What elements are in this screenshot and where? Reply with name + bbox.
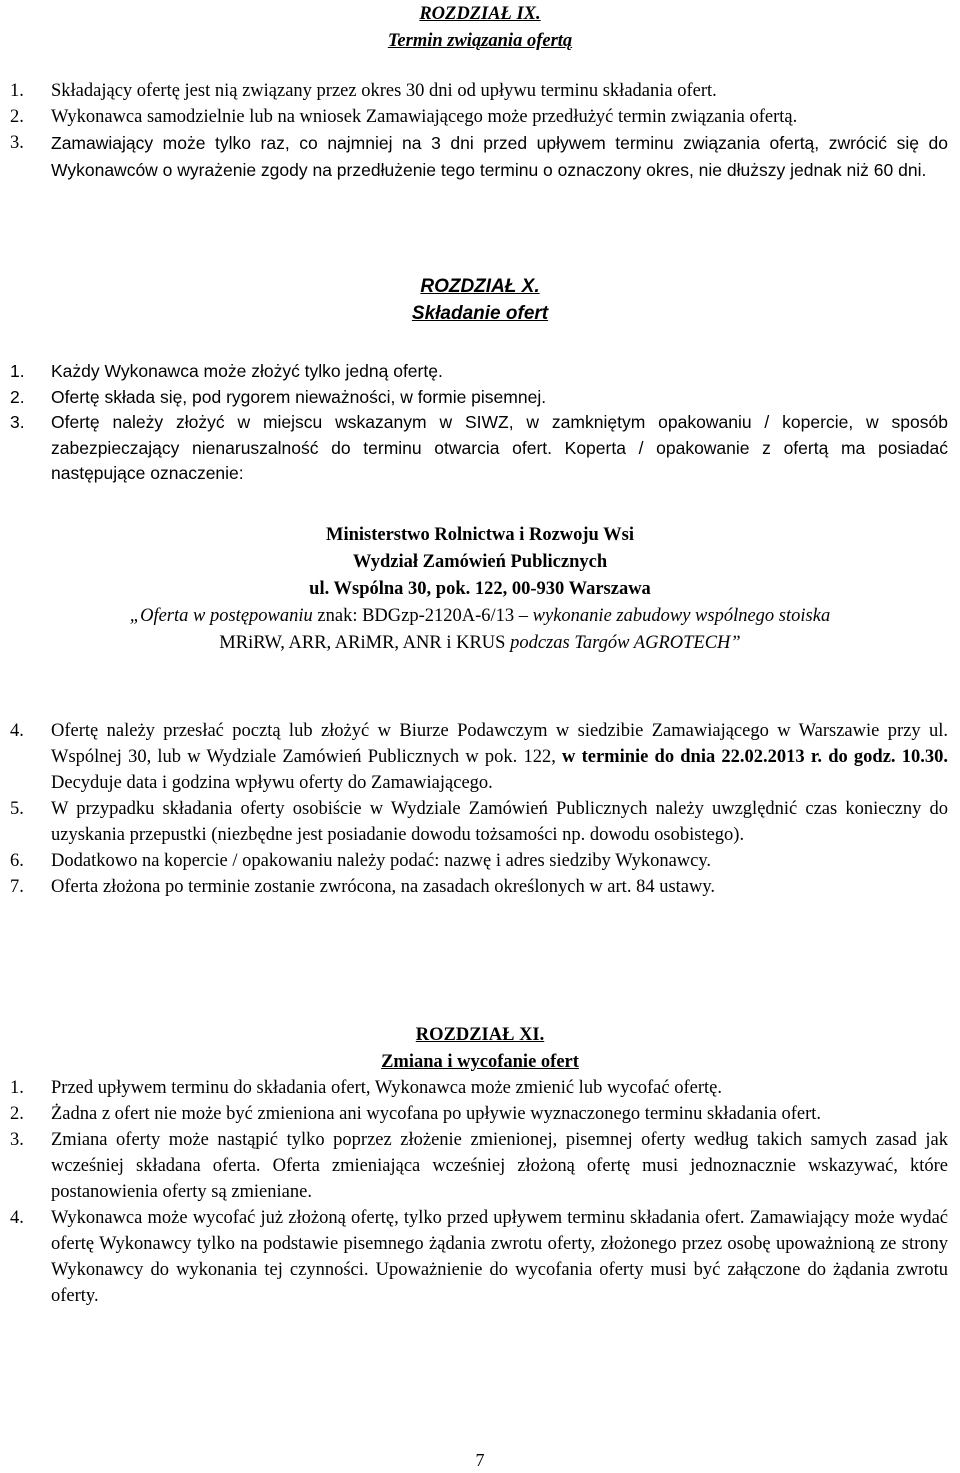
envelope-line-4c: wykonanie zabudowy wspólnego stoiska — [532, 606, 831, 626]
list-item — [10, 104, 948, 130]
list-item — [10, 848, 948, 874]
item-number: 3. — [10, 133, 24, 153]
item-text: Wykonawca samodzielnie lub na wniosek Zamawiającego może przedłużyć termin związania ofertą. — [51, 107, 798, 127]
item-text: Przed upływem terminu do składania ofert, Wykonawca może zmienić lub wycofać ofertę. — [51, 1078, 722, 1098]
item-number: 6. — [10, 851, 24, 871]
item-number: 4. — [10, 1208, 24, 1228]
list-item — [10, 1127, 948, 1205]
list-item — [10, 130, 948, 184]
chapter-10-subtitle: Składanie ofert — [411, 303, 549, 324]
envelope-line-4 — [0, 603, 960, 630]
item-text: Ofertę należy złożyć w miejscu wskazanym w SIWZ, w zamkniętym opakowaniu / kopercie, w sposób zabezpieczający nienaruszalność do terminu otwarcia ofert. Koperta / opakowanie z ofertą ma posiadać następujące oznaczenie: — [51, 412, 948, 483]
item-text: W przypadku składania oferty osobiście w Wydziale Zamówień Publicznych należy uwzględnić czas konieczny do uzyskania przepustki (niezbędne jest posiadanie dowodu tożsamości np. dowodu osobistego). — [51, 799, 948, 845]
envelope-line-4b: znak: BDGzp-2120A-6/13 – — [312, 606, 533, 626]
envelope-line-4a: „Oferta w postępowaniu — [129, 606, 313, 626]
list-item — [10, 1205, 948, 1309]
list-item — [10, 359, 948, 385]
item-text: Ofertę składa się, pod rygorem nieważności, w formie pisemnej. — [51, 386, 547, 407]
chapter-10-title: ROZDZIAŁ X. — [420, 276, 540, 297]
item-number: 1. — [10, 1078, 24, 1098]
item-text: Żadna z ofert nie może być zmieniona ani wycofana po upływie wyznaczonego terminu składania ofert. — [51, 1104, 822, 1124]
deadline-text: w terminie do dnia 22.02.2013 r. do godz. 10.30. — [562, 747, 948, 767]
chapter-9-subtitle: Termin związania ofertą — [387, 31, 573, 51]
envelope-marking — [0, 522, 960, 657]
item-number: 7. — [10, 877, 24, 897]
page-number: 7 — [475, 1450, 485, 1470]
item-text: Zamawiający może tylko raz, co najmniej na 3 dni przed upływem terminu związania ofertą, zwrócić się do Wykonawców o wyrażenie zgody na przedłużenie tego terminu o oznaczony okres, nie dłuższy jednak niż 60 dni. — [51, 133, 948, 180]
list-item — [10, 718, 948, 796]
list-item — [10, 385, 948, 411]
item-number: 1. — [10, 361, 25, 381]
chapter-10-list — [10, 359, 948, 487]
list-item — [10, 1101, 948, 1127]
item-text: Ofertę należy przesłać pocztą lub złożyć w Biurze Podawczym w siedzibie Zamawiającego w Warszawie przy ul. Wspólnej 30, lub w Wydziale Zamówień Publicznych w pok. 122, — [51, 721, 948, 767]
envelope-line-3: ul. Wspólna 30, pok. 122, 00-930 Warszawa — [309, 579, 651, 599]
chapter-11-subtitle: Zmiana i wycofanie ofert — [381, 1052, 579, 1072]
item-number: 2. — [10, 107, 24, 127]
item-text-continued: Decyduje data i godzina wpływu oferty do Zamawiającego. — [51, 773, 493, 793]
list-item — [10, 410, 948, 487]
item-number: 2. — [10, 1104, 24, 1124]
envelope-line-1: Ministerstwo Rolnictwa i Rozwoju Wsi — [326, 525, 634, 545]
envelope-line-5a: MRiRW, ARR, ARiMR, ANR i KRUS — [219, 633, 506, 653]
item-number: 3. — [10, 1130, 24, 1150]
item-text: Dodatkowo na kopercie / opakowaniu należy podać: nazwę i adres siedziby Wykonawcy. — [51, 851, 712, 871]
chapter-9-title: ROZDZIAŁ IX. — [419, 4, 541, 24]
list-item — [10, 78, 948, 104]
list-item — [10, 874, 948, 900]
list-item — [10, 796, 948, 848]
item-text: Każdy Wykonawca może złożyć tylko jedną ofertę. — [51, 361, 443, 381]
item-text: Wykonawca może wycofać już złożoną ofertę, tylko przed upływem terminu składania ofert. Zamawiający może wydać ofertę Wykonawcy tylko na podstawie pisemnego żądania zwrotu oferty, złożonego przez osobę upoważnioną ze strony Wykonawcy do wykonania tej czynności. Upoważnienie do wycofania oferty musi być załączone do żądania zwrotu oferty. — [51, 1208, 948, 1306]
item-text: Oferta złożona po terminie zostanie zwrócona, na zasadach określonych w art. 84 ustawy. — [51, 877, 716, 897]
chapter-9-list — [10, 78, 948, 184]
chapter-11-list — [10, 1075, 948, 1309]
item-number: 5. — [10, 799, 24, 819]
chapter-11-title: ROZDZIAŁ XI. — [415, 1025, 545, 1045]
item-number: 1. — [10, 81, 24, 101]
item-number: 4. — [10, 721, 24, 741]
item-text: Składający ofertę jest nią związany przez okres 30 dni od upływu terminu składania ofert. — [51, 81, 717, 101]
envelope-line-2: Wydział Zamówień Publicznych — [352, 552, 608, 572]
item-number: 3. — [10, 412, 25, 432]
list-item — [10, 1075, 948, 1101]
envelope-line-5 — [0, 630, 960, 657]
item-text: Zmiana oferty może nastąpić tylko poprzez złożenie zmienionej, pisemnej oferty według takich samych zasad jak wcześniej składana oferta. Oferta zmieniająca wcześniej złożoną ofertę musi jednoznacznie wskazywać, które postanowienia oferty są zmieniane. — [51, 1130, 948, 1202]
chapter-10-list-continued — [10, 718, 948, 900]
item-number: 2. — [10, 386, 25, 407]
envelope-line-5b: podczas Targów AGROTECH” — [505, 633, 741, 653]
